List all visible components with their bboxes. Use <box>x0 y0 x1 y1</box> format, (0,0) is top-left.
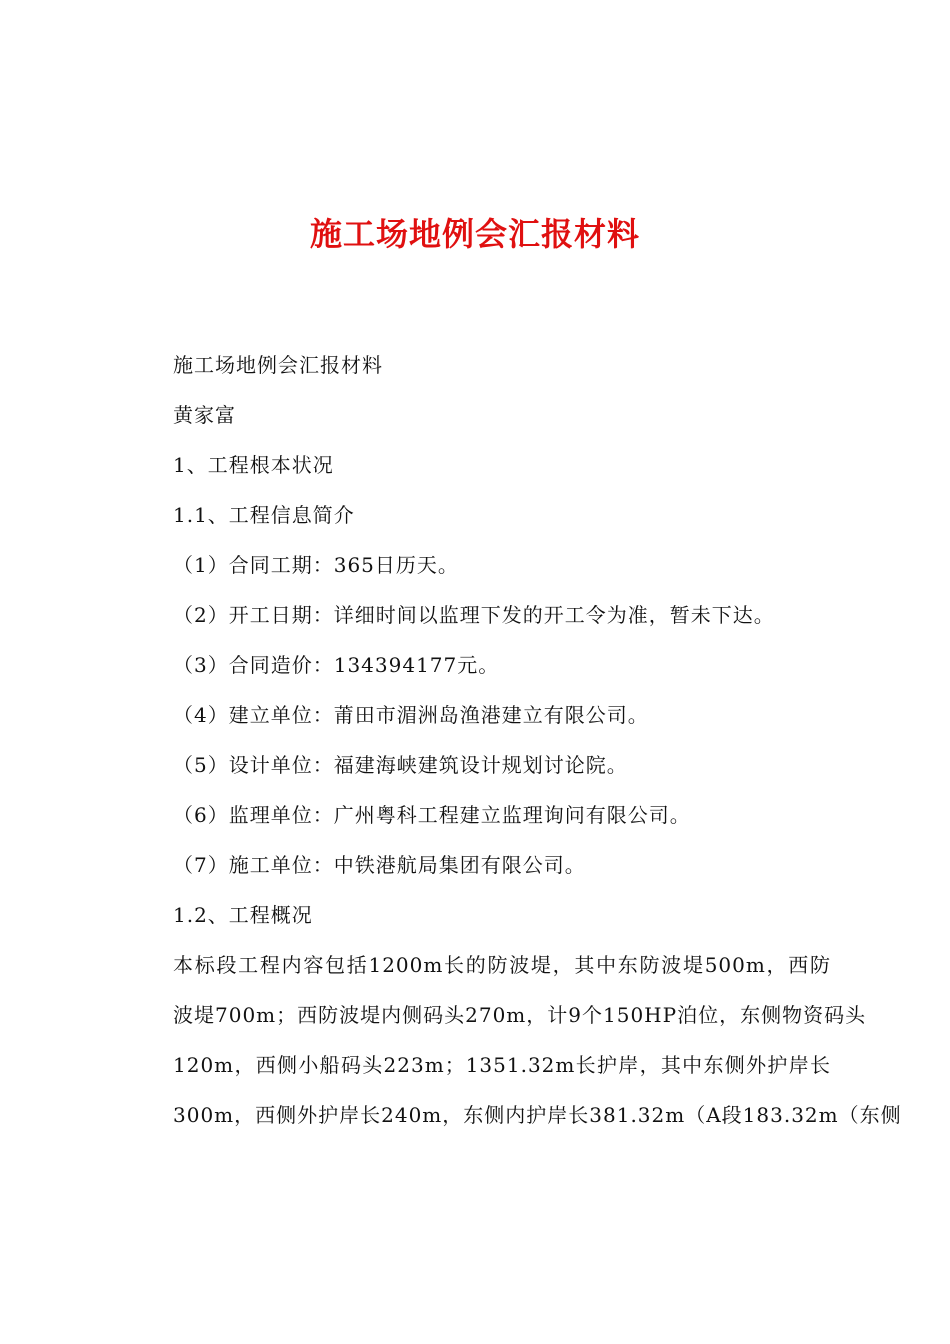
section-heading-1-2: 1.2、工程概况 <box>173 903 313 927</box>
info-item-5: （5）设计单位：福建海峡建筑设计规划讨论院。 <box>173 753 628 777</box>
info-item-2: （2）开工日期：详细时间以监理下发的开工令为准，暂未下达。 <box>173 603 775 627</box>
info-item-3: （3）合同造价：134394177元。 <box>173 653 500 677</box>
document-title: 施工场地例会汇报材料 <box>309 215 640 253</box>
paragraph-line: 本标段工程内容包括1200m长的防波堤，其中东防波堤500m，西防 <box>173 953 831 977</box>
author-line: 黄家富 <box>173 403 236 427</box>
info-item-1: （1）合同工期：365日历天。 <box>173 553 459 577</box>
paragraph-line: 300m，西侧外护岸长240m，东侧内护岸长381.32m（A段183.32m（东侧 <box>173 1103 902 1127</box>
section-heading-1: 1、工程根本状况 <box>173 453 334 477</box>
paragraph-line: 120m，西侧小船码头223m；1351.32m长护岸，其中东侧外护岸长 <box>173 1053 831 1077</box>
subtitle-line: 施工场地例会汇报材料 <box>173 353 383 377</box>
info-item-7: （7）施工单位：中铁港航局集团有限公司。 <box>173 853 586 877</box>
info-item-6: （6）监理单位：广州粤科工程建立监理询问有限公司。 <box>173 803 691 827</box>
overview-paragraph <box>173 950 902 1150</box>
info-item-4: （4）建立单位：莆田市湄洲岛渔港建立有限公司。 <box>173 703 649 727</box>
section-heading-1-1: 1.1、工程信息简介 <box>173 503 355 527</box>
paragraph-line: 波堤700m；西防波堤内侧码头270m，计9个150HP泊位，东侧物资码头 <box>173 1003 867 1027</box>
